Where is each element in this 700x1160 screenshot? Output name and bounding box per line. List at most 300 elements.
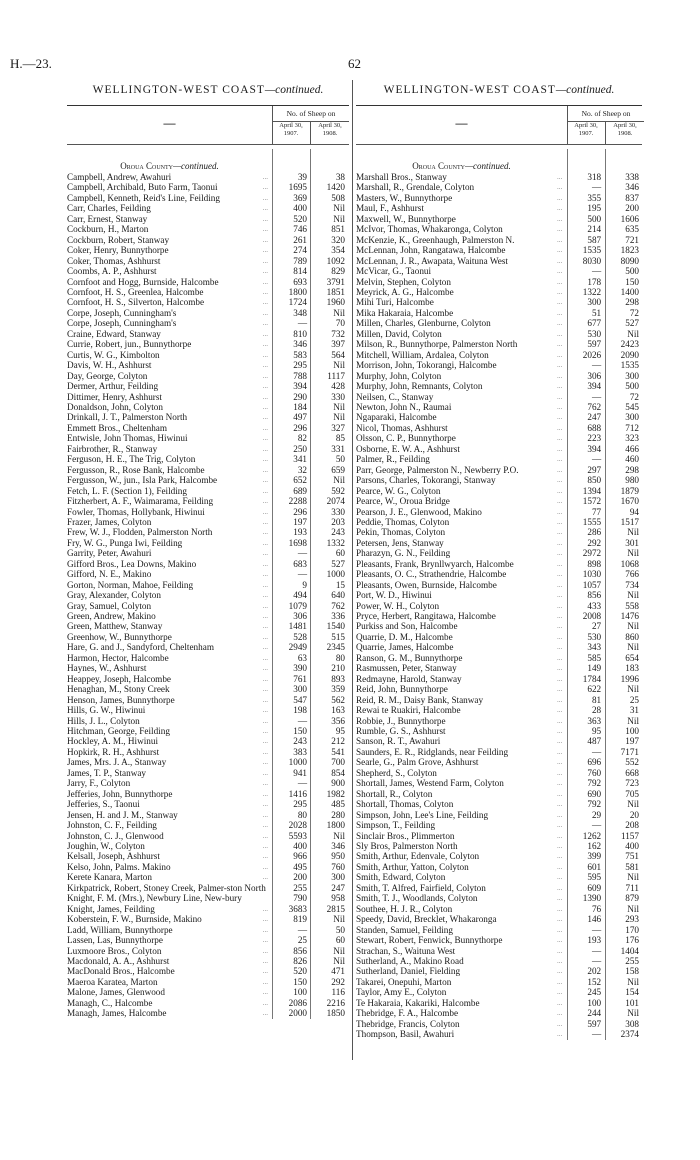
- sheep-1907: 81: [591, 694, 602, 705]
- owner-cell: [356, 287, 566, 297]
- sheep-1907: 966: [293, 851, 307, 862]
- owner-cell: [67, 538, 272, 548]
- owner-cell: [67, 977, 272, 987]
- dot-leader: ...: [557, 591, 563, 600]
- owner-cell: [356, 350, 566, 360]
- table-row: [356, 946, 642, 956]
- owner-name: Henaghan, M., Stony Creek: [67, 684, 170, 695]
- owner-name: Corpe, Joseph, Cunningham's: [67, 318, 177, 329]
- sheep-1907: 609: [587, 882, 602, 893]
- dot-leader: ...: [557, 977, 563, 986]
- sheep-1908: 564: [331, 349, 345, 360]
- owner-cell: [67, 486, 272, 496]
- owner-cell: [356, 872, 566, 882]
- owner-name: Fetch, L. F. (Section 1), Feilding: [67, 485, 187, 496]
- owner-cell: [67, 799, 272, 809]
- dot-leader: ...: [262, 695, 268, 704]
- owner-name: Gifford, N. E., Makino: [67, 569, 152, 580]
- dot-leader: ...: [262, 298, 268, 307]
- owner-name: Ngaparaki, Halcombe: [356, 412, 437, 423]
- sheep-1907: —: [591, 454, 602, 465]
- owner-name: Fairbrother, R., Stanway: [67, 443, 158, 454]
- sheep-1907: 77: [591, 506, 602, 517]
- sheep-1908: 711: [625, 882, 639, 893]
- section-name: Oroua County: [412, 161, 465, 171]
- dot-leader: ...: [262, 277, 268, 286]
- sheep-1908: 659: [331, 464, 345, 475]
- dot-leader: ...: [557, 507, 563, 516]
- owner-cell: [356, 946, 566, 956]
- sheep-1908: 1400: [620, 286, 639, 297]
- dot-leader: ...: [262, 486, 268, 495]
- owner-cell: [67, 883, 272, 893]
- sheep-1908: 2216: [326, 997, 345, 1008]
- owner-cell: [356, 360, 566, 370]
- sheep-1908: Nil: [627, 621, 639, 632]
- owner-name: Cockburn, H., Marton: [67, 224, 149, 235]
- owner-name: Simpson, T., Feilding: [356, 820, 436, 831]
- dot-leader: ...: [557, 329, 563, 338]
- dot-leader: ...: [557, 298, 563, 307]
- owner-cell: [67, 402, 272, 412]
- table-row: [356, 841, 642, 851]
- sheep-1908: 330: [331, 506, 345, 517]
- dot-leader: ...: [557, 538, 563, 547]
- owner-cell: [67, 392, 272, 402]
- sheep-1907: 39: [297, 172, 307, 182]
- sheep-1907: 343: [587, 642, 602, 653]
- owner-cell: [67, 778, 272, 788]
- owner-cell: [67, 684, 272, 694]
- owner-cell: [356, 831, 566, 841]
- sheep-1908: 31: [629, 705, 639, 716]
- table-row: [356, 454, 642, 464]
- owner-cell: [67, 716, 272, 726]
- owner-name: Robbie, J., Bunnythorpe: [356, 715, 446, 726]
- owner-name: Cornfoot and Hogg, Burnside, Halcombe: [67, 276, 219, 287]
- sheep-1908: 100: [625, 726, 639, 737]
- owner-name: Osborne, E. W. A., Ashhurst: [356, 443, 460, 454]
- sheep-1908: 72: [629, 307, 639, 318]
- table-row: [67, 182, 349, 192]
- sheep-1908: 2090: [620, 349, 639, 360]
- sheep-1908: 327: [331, 422, 345, 433]
- table-row: [67, 350, 349, 360]
- sheep-1907: 810: [293, 328, 307, 339]
- dot-leader: ...: [262, 852, 268, 861]
- dot-leader: ...: [262, 287, 268, 296]
- owner-cell: [356, 914, 566, 924]
- dot-leader: ...: [557, 998, 563, 1007]
- sheep-1907: 583: [293, 349, 307, 360]
- dot-leader: ...: [262, 925, 268, 934]
- table-row: [67, 371, 349, 381]
- owner-cell: [67, 757, 272, 767]
- sheep-1908: Nil: [627, 903, 639, 914]
- sheep-1907: 585: [587, 652, 602, 663]
- dot-leader: ...: [262, 977, 268, 986]
- table-row: [356, 444, 642, 454]
- owner-cell: [67, 245, 272, 255]
- table-row: [356, 235, 642, 245]
- owner-name: Entwisle, John Thomas, Hiwinui: [67, 433, 188, 444]
- table-row: [356, 632, 642, 642]
- dot-leader: ...: [262, 382, 268, 391]
- dot-leader: ...: [557, 476, 563, 485]
- sheep-1907: 383: [293, 746, 307, 757]
- table-row: [356, 193, 642, 203]
- table-title: [67, 80, 349, 100]
- dot-leader: ...: [262, 549, 268, 558]
- sheep-1907: 595: [587, 872, 602, 883]
- dot-leader: ...: [262, 831, 268, 840]
- sheep-1907: 363: [587, 715, 602, 726]
- table-row: [67, 214, 349, 224]
- dot-leader: ...: [557, 497, 563, 506]
- sheep-1908: 101: [625, 997, 639, 1008]
- sheep-1907: 162: [587, 841, 602, 851]
- table-row: [356, 287, 642, 297]
- owner-cell: [356, 402, 566, 412]
- owner-name: Power, W. H., Colyton: [356, 600, 440, 611]
- table-row: [67, 454, 349, 464]
- table-row: [356, 392, 642, 402]
- sheep-1908: 80: [335, 652, 345, 663]
- sheep-1907: 255: [293, 882, 307, 893]
- sheep-1907: 297: [587, 464, 602, 475]
- owner-cell: [356, 266, 566, 276]
- dot-leader: ...: [262, 591, 268, 600]
- sheep-1908: 85: [335, 433, 345, 444]
- page-number: 62: [348, 56, 361, 71]
- table-row: [356, 674, 642, 684]
- table-row: [67, 308, 349, 318]
- dot-leader: ...: [557, 737, 563, 746]
- dot-leader: ...: [262, 842, 268, 850]
- dot-leader: ...: [262, 873, 268, 882]
- sheep-1907: 245: [587, 987, 602, 998]
- table-row: [67, 851, 349, 861]
- sheep-1908: Nil: [627, 548, 639, 559]
- sheep-1908: 8090: [620, 255, 639, 266]
- owner-name: Fry, W. G., Punga Iwi, Feilding: [67, 537, 183, 548]
- sheep-1907: 244: [587, 1008, 602, 1019]
- sheep-1908: 150: [625, 276, 639, 287]
- owner-cell: [67, 831, 272, 841]
- table-row: [67, 653, 349, 663]
- table-row: [67, 277, 349, 287]
- sheep-1907: —: [591, 391, 602, 402]
- owner-name: McVicar, G., Taonui: [356, 266, 432, 277]
- owner-name: Reid, John, Bunnythorpe: [356, 684, 448, 695]
- dot-leader: ...: [557, 319, 563, 328]
- owner-name: Fowler, Thomas, Hollybank, Hiwinui: [67, 506, 205, 517]
- sheep-1908: 1823: [620, 245, 639, 256]
- dot-leader: ...: [557, 643, 563, 652]
- sheep-1908: 1670: [620, 496, 639, 507]
- table-row: [67, 611, 349, 621]
- sheep-1908: 301: [625, 537, 639, 548]
- dot-leader: ...: [557, 747, 563, 756]
- dot-leader: ...: [557, 695, 563, 704]
- sheep-1907: 296: [293, 422, 307, 433]
- table-row: [67, 757, 349, 767]
- dot-leader: ...: [262, 497, 268, 506]
- table-row: [67, 925, 349, 935]
- dot-leader: ...: [557, 789, 563, 798]
- table-row: [67, 507, 349, 517]
- sheep-1908: 200: [625, 203, 639, 214]
- owner-name: Campbell, Andrew, Awahuri: [67, 172, 172, 182]
- sheep-1908: 508: [331, 192, 345, 203]
- table-row: [356, 527, 642, 537]
- owner-cell: [67, 444, 272, 454]
- table-row: [356, 904, 642, 914]
- dot-leader: ...: [557, 308, 563, 317]
- owner-cell: [356, 548, 566, 558]
- table-row: [67, 1008, 349, 1018]
- sheep-1908: 860: [625, 631, 639, 642]
- sheep-1908: 197: [625, 736, 639, 747]
- dot-leader: ...: [557, 267, 563, 276]
- sheep-1907: —: [297, 715, 307, 726]
- owner-cell: [67, 235, 272, 245]
- owner-cell: [67, 956, 272, 966]
- sheep-1907: 2000: [288, 1008, 307, 1019]
- owner-name: Cornfoot, H. S., Silverton, Halcombe: [67, 297, 205, 308]
- dot-leader: ...: [557, 204, 563, 213]
- sheep-1908: Nil: [333, 412, 345, 423]
- sheep-1908: Nil: [627, 527, 639, 538]
- sheep-1907: 1030: [582, 569, 602, 580]
- table-row: [67, 433, 349, 443]
- dot-leader: ...: [557, 758, 563, 767]
- owner-cell: [67, 182, 272, 192]
- sheep-1907: 2972: [582, 548, 602, 559]
- dot-leader: ...: [557, 664, 563, 673]
- sheep-1907: 1724: [288, 297, 307, 308]
- sheep-1908: 20: [629, 809, 639, 820]
- sheep-1907: 390: [293, 663, 307, 674]
- owner-cell: [67, 423, 272, 433]
- owner-name: Knight, F. M. (Mrs.), Newbury Line, New-bury: [67, 893, 242, 904]
- sheep-1908: 854: [331, 767, 345, 778]
- owner-name: Mitchell, William, Ardalea, Colyton: [356, 349, 489, 360]
- table-row: [67, 465, 349, 475]
- sheep-1908: 208: [625, 820, 639, 831]
- owner-cell: [67, 747, 272, 757]
- sheep-1907: 80: [297, 809, 307, 820]
- sheep-1908: 829: [331, 266, 345, 277]
- owner-name: Donaldson, John, Colyton: [67, 401, 163, 412]
- owner-cell: [356, 392, 566, 402]
- owner-name: Dittimer, Henry, Ashhurst: [67, 391, 162, 402]
- owner-name: Reid, R. M., Daisy Bank, Stanway: [356, 694, 484, 705]
- table-row: [67, 339, 349, 349]
- owner-name: Peddie, Thomas, Colyton: [356, 516, 450, 527]
- sheep-1908: 654: [625, 652, 639, 663]
- owner-name: Ferguson, H. E., The Trig, Colyton: [67, 454, 196, 465]
- sheep-1908: 723: [625, 778, 639, 789]
- sheep-1907: 683: [293, 558, 307, 569]
- dot-leader: ...: [262, 402, 268, 411]
- table-row: [67, 663, 349, 673]
- owner-name: Shortall, R., Colyton: [356, 788, 433, 799]
- owner-name: Meyrick, A. G., Halcombe: [356, 286, 454, 297]
- dot-leader: ...: [557, 821, 563, 830]
- sheep-1907: —: [297, 548, 307, 559]
- table-row: [67, 820, 349, 830]
- owner-name: Newton, John N., Raumai: [356, 401, 452, 412]
- owner-cell: [356, 329, 566, 339]
- table-row: [67, 548, 349, 558]
- owner-cell: [356, 601, 566, 611]
- owner-cell: [67, 329, 272, 339]
- table-row: [67, 862, 349, 872]
- sheep-1907: 247: [587, 412, 602, 423]
- section-suffix: —continued.: [173, 161, 219, 171]
- owner-name: Campbell, Kenneth, Reid's Line, Feilding: [67, 192, 220, 203]
- table-row: [356, 862, 642, 872]
- owner-name: Mihi Turi, Halcombe: [356, 297, 434, 308]
- owner-cell: [356, 517, 566, 527]
- owner-cell: [356, 611, 566, 621]
- owner-name: Cornfoot, H. S., Greenlea, Halcombe: [67, 286, 204, 297]
- owner-cell: [67, 653, 272, 663]
- owner-cell: [67, 820, 272, 830]
- sheep-1908: 331: [331, 443, 345, 454]
- owner-cell: [356, 768, 566, 778]
- owner-name: Smith, T. Alfred, Fairfield, Colyton: [356, 882, 486, 893]
- sheep-1908: Nil: [333, 830, 345, 841]
- sheep-1907: 306: [587, 370, 602, 381]
- table-row: [356, 601, 642, 611]
- table-row: [356, 820, 642, 830]
- sheep-1907: 597: [587, 1018, 602, 1029]
- owner-name: Haynes, W., Ashhurst: [67, 663, 147, 674]
- dot-leader: ...: [262, 904, 268, 913]
- owner-name: Pleasants, Owen, Burnside, Halcombe: [356, 579, 497, 590]
- owner-name: McLennan, J. R., Awapata, Waituna West: [356, 255, 508, 266]
- owner-name: Takarei, Onepuhi, Marton: [356, 976, 452, 987]
- owner-cell: [356, 663, 566, 673]
- table-row: [67, 486, 349, 496]
- owner-name: Craine, Edward, Stanway: [67, 328, 161, 339]
- owner-cell: [356, 339, 566, 349]
- sheep-1908: 851: [331, 224, 345, 235]
- owner-cell: [67, 935, 272, 945]
- owner-name: Stewart, Robert, Fenwick, Bunnythorpe: [356, 935, 503, 946]
- owner-cell: [356, 695, 566, 705]
- owner-cell: [67, 214, 272, 224]
- table-row: [67, 674, 349, 684]
- sheep-1907: 394: [293, 381, 307, 392]
- sheep-1907: 530: [587, 328, 602, 339]
- table-row: [356, 810, 642, 820]
- owner-cell: [356, 935, 566, 945]
- sheep-1908: 1851: [326, 286, 345, 297]
- sheep-1907: 318: [587, 172, 602, 182]
- table-row: [356, 412, 642, 422]
- sheep-1908: 95: [335, 726, 345, 737]
- owner-cell: [67, 768, 272, 778]
- owner-name: Melvin, Stephen, Colyton: [356, 276, 451, 287]
- dot-leader: ...: [557, 434, 563, 443]
- sheep-1908: 471: [331, 966, 345, 977]
- dot-leader: ...: [557, 183, 563, 192]
- dot-leader: ...: [557, 915, 563, 924]
- sheep-1907: 355: [587, 192, 602, 203]
- owner-cell: [67, 203, 272, 213]
- column-divider: [352, 80, 353, 1060]
- table-row: [356, 590, 642, 600]
- owner-cell: [67, 621, 272, 631]
- sheep-1908: 60: [335, 935, 345, 946]
- sheep-1907: 2086: [288, 997, 307, 1008]
- table-row: [67, 527, 349, 537]
- owner-name: Joughin, W., Colyton: [67, 841, 145, 851]
- dot-leader: ...: [557, 361, 563, 370]
- owner-cell: [356, 475, 566, 485]
- owner-name: Thebridge, F. A., Halcombe: [356, 1008, 459, 1019]
- owner-name: Purkiss and Son, Halcombe: [356, 621, 458, 632]
- owner-cell: [67, 674, 272, 684]
- table-body: [67, 145, 349, 1019]
- sheep-1907: —: [591, 266, 602, 277]
- sheep-1907: 2949: [288, 642, 307, 653]
- sheep-1907: 400: [293, 841, 307, 851]
- sheep-1908: 176: [625, 935, 639, 946]
- sheep-1908: 293: [625, 914, 639, 925]
- owner-cell: [67, 810, 272, 820]
- table-row: [67, 977, 349, 987]
- owner-cell: [67, 736, 272, 746]
- sheep-1908: Nil: [333, 401, 345, 412]
- table-row: [356, 266, 642, 276]
- owner-cell: [356, 559, 566, 569]
- table-row: [67, 987, 349, 997]
- dot-leader: ...: [557, 256, 563, 265]
- dot-leader: ...: [262, 622, 268, 631]
- owner-name: Pearce, W., Oroua Bridge: [356, 496, 450, 507]
- owner-cell: [67, 569, 272, 579]
- sheep-1908: 541: [331, 746, 345, 757]
- table-row: [67, 203, 349, 213]
- sheep-1908: 1982: [326, 788, 345, 799]
- table-row: [356, 977, 642, 987]
- owner-cell: [356, 590, 566, 600]
- owner-cell: [67, 224, 272, 234]
- owner-cell: [356, 214, 566, 224]
- dot-leader: ...: [557, 946, 563, 955]
- dot-leader: ...: [557, 486, 563, 495]
- owner-name: Smith, Arthur, Yatton, Colyton: [356, 861, 469, 872]
- owner-name: Maxwell, W., Bunnythorpe: [356, 213, 456, 224]
- owner-name: MacDonald Bros., Halcombe: [67, 966, 175, 977]
- sheep-1907: 274: [293, 245, 307, 256]
- dot-leader: ...: [262, 465, 268, 474]
- dot-leader: ...: [557, 423, 563, 432]
- sheep-1907: 346: [293, 339, 307, 350]
- owner-name: James, Mrs. J. A., Stanway: [67, 757, 167, 768]
- sheep-1907: 696: [587, 757, 602, 768]
- owner-name: Jensen, H. and J. M., Stanway: [67, 809, 178, 820]
- dot-leader: ...: [557, 768, 563, 777]
- owner-name: Rasmussen, Peter, Stanway: [356, 663, 457, 674]
- sheep-1908: 183: [625, 663, 639, 674]
- dot-leader: ...: [262, 225, 268, 234]
- sheep-1907: 689: [293, 485, 307, 496]
